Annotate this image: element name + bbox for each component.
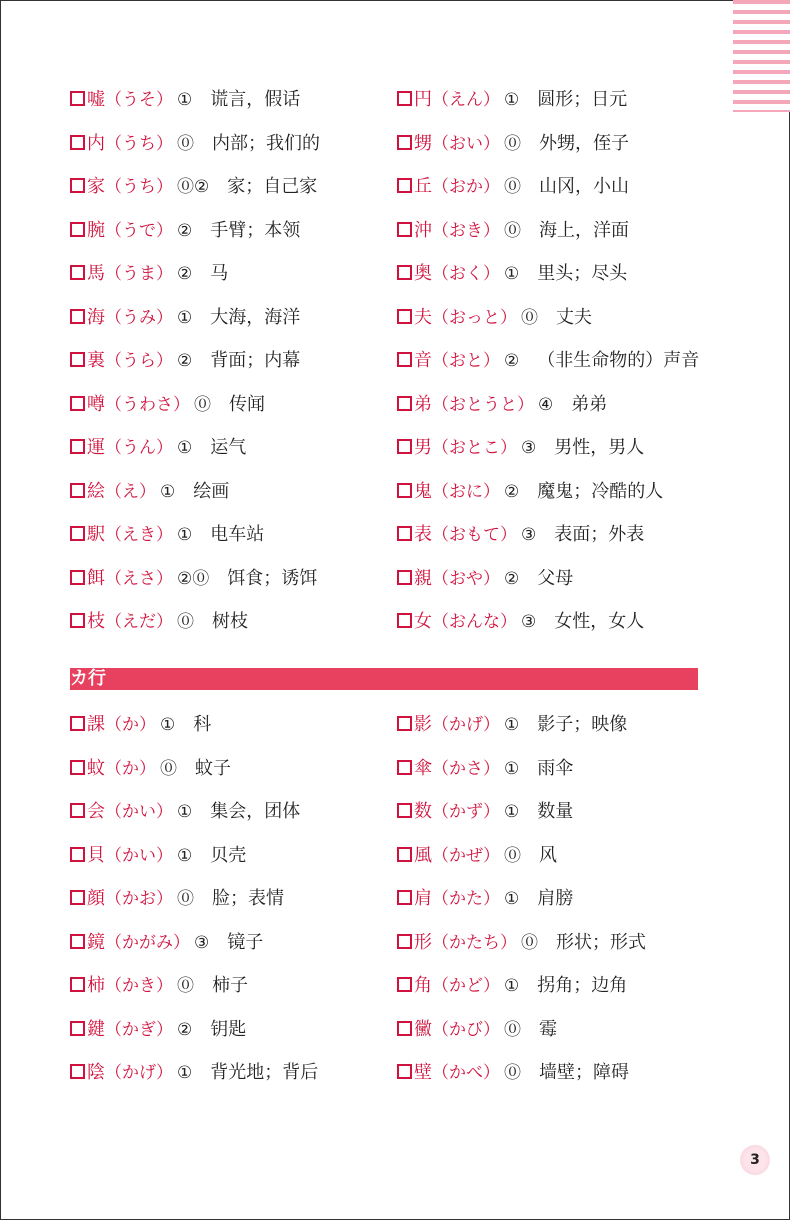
vocab-reading: （かた） [432, 889, 500, 909]
vocab-entry [397, 921, 727, 965]
vocab-entry [70, 296, 400, 340]
vocab-entry [70, 747, 400, 791]
checkbox-icon[interactable] [70, 396, 85, 411]
vocab-meaning: 山冈，小山 [539, 176, 629, 197]
vocab-reading: （うま） [105, 264, 173, 284]
vocab-kanji: 裏 [87, 350, 105, 371]
vocab-kanji: 親 [414, 567, 432, 589]
vocab-entry [70, 1051, 400, 1095]
vocab-entry [70, 165, 400, 209]
vocab-entry [397, 78, 727, 122]
vocab-kanji: 表 [414, 524, 432, 545]
vocab-meaning: 风 [539, 844, 557, 866]
vocab-accent: ⓪② [177, 177, 210, 197]
vocab-entry [397, 122, 727, 166]
vocab-meaning: 树枝 [212, 611, 248, 632]
vocab-entry [70, 703, 400, 747]
checkbox-icon[interactable] [397, 570, 412, 585]
checkbox-icon[interactable] [70, 613, 85, 628]
vocab-meaning: 饵食；诱饵 [227, 567, 318, 589]
vocab-accent: ① [504, 758, 520, 779]
vocab-kanji: 肩 [414, 888, 432, 909]
vocab-accent: ⓪ [521, 307, 538, 328]
vocab-entry [397, 1051, 727, 1095]
vocab-accent: ① [177, 802, 193, 822]
vocab-meaning: 形状；形式 [556, 931, 646, 953]
checkbox-icon[interactable] [397, 1064, 412, 1079]
vocab-meaning: 传闻 [229, 393, 265, 415]
vocab-meaning: 科 [193, 714, 212, 735]
vocab-entry [70, 790, 400, 834]
vocab-entry [70, 383, 400, 427]
checkbox-icon[interactable] [397, 265, 412, 280]
checkbox-icon[interactable] [70, 91, 85, 106]
vocab-entry [397, 470, 727, 514]
vocab-kanji: 腕 [87, 219, 105, 241]
vocab-reading: （かげ） [432, 715, 500, 735]
vocab-accent: ⓪ [177, 612, 194, 632]
vocab-meaning: 绘画 [193, 480, 230, 502]
vocab-kanji: 蚊 [87, 757, 105, 779]
checkbox-icon[interactable] [70, 352, 85, 367]
vocab-reading: （えさ） [105, 568, 173, 589]
vocab-entry [397, 877, 727, 921]
checkbox-icon[interactable] [70, 716, 85, 731]
vocab-kanji: 甥 [414, 132, 432, 154]
vocab-kanji: 餌 [87, 567, 105, 589]
vocab-entry [70, 252, 400, 296]
vocab-entry [397, 339, 727, 383]
vocab-accent: ⓪ [177, 976, 194, 996]
vocab-accent: ⓪ [504, 1019, 521, 1040]
vocab-meaning: 数量 [537, 801, 574, 822]
vocab-accent: ③ [521, 438, 537, 458]
vocab-meaning: 背面；内幕 [210, 350, 301, 371]
vocab-accent: ① [160, 481, 176, 502]
vocab-kanji: 枝 [87, 611, 105, 632]
vocab-meaning: （非生命物的）声音 [537, 350, 700, 371]
vocab-kanji: 傘 [414, 757, 432, 779]
vocab-accent: ⓪ [160, 758, 177, 779]
checkbox-icon[interactable] [397, 847, 412, 862]
vocab-kanji: 海 [87, 306, 105, 328]
vocab-kanji: 柿 [87, 975, 105, 996]
vocab-kanji: 音 [414, 350, 432, 371]
vocab-reading: （かい） [105, 845, 173, 866]
checkbox-icon[interactable] [397, 439, 412, 454]
vocab-kanji: 嘘 [87, 89, 105, 110]
vocab-meaning: 钥匙 [210, 1018, 247, 1040]
vocab-column-right-ka [397, 703, 727, 1095]
vocab-meaning: 霉 [539, 1018, 557, 1040]
vocab-kanji: 風 [414, 844, 432, 866]
vocab-entry [397, 1008, 727, 1052]
vocab-reading: （かぜ） [432, 845, 500, 866]
vocab-column-right [397, 78, 727, 644]
vocab-accent: ⓪ [177, 889, 194, 909]
checkbox-icon[interactable] [70, 1064, 85, 1079]
checkbox-icon[interactable] [397, 178, 412, 193]
vocab-kanji: 陰 [87, 1062, 105, 1083]
vocab-entry [397, 790, 727, 834]
vocab-accent: ⓪ [504, 845, 521, 866]
vocab-reading: （かべ） [432, 1063, 500, 1083]
checkbox-icon[interactable] [397, 483, 412, 498]
vocab-kanji: 馬 [87, 263, 105, 284]
vocab-entry [70, 470, 400, 514]
checkbox-icon[interactable] [397, 760, 412, 775]
vocab-entry [70, 78, 400, 122]
vocab-kanji: 円 [414, 89, 432, 110]
vocab-kanji: 鍵 [87, 1018, 105, 1040]
vocab-entry [397, 252, 727, 296]
vocab-kanji: 鬼 [414, 480, 432, 502]
checkbox-icon[interactable] [70, 135, 85, 150]
vocab-reading: （えん） [432, 90, 500, 110]
vocab-entry [70, 964, 400, 1008]
vocab-entry [397, 513, 727, 557]
checkbox-icon[interactable] [397, 1021, 412, 1036]
vocab-meaning: 内部；我们的 [212, 132, 320, 154]
vocab-reading: （か） [105, 715, 156, 735]
vocab-meaning: 父母 [537, 567, 574, 589]
vocab-reading: （うそ） [105, 90, 173, 110]
vocab-accent: ② [504, 481, 520, 502]
vocab-accent: ① [177, 1063, 193, 1083]
checkbox-icon[interactable] [70, 760, 85, 775]
vocab-meaning: 雨伞 [537, 757, 574, 779]
vocab-accent: ② [177, 220, 193, 241]
vocab-meaning: 柿子 [212, 975, 248, 996]
checkbox-icon[interactable] [70, 934, 85, 949]
vocab-reading: （おんな） [432, 612, 517, 632]
checkbox-icon[interactable] [397, 934, 412, 949]
vocab-meaning: 里头；尽头 [537, 263, 628, 284]
vocab-accent: ⓪ [194, 394, 211, 415]
vocab-column-left-ka [70, 703, 400, 1095]
vocab-kanji: 課 [87, 714, 105, 735]
vocab-reading: （かたち） [432, 932, 517, 953]
vocab-entry [70, 1008, 400, 1052]
vocab-meaning: 拐角；边角 [537, 975, 628, 996]
decorative-stripes [733, 0, 790, 112]
vocab-entry [70, 513, 400, 557]
vocab-entry [397, 703, 727, 747]
checkbox-icon[interactable] [70, 178, 85, 193]
vocab-accent: ① [160, 715, 176, 735]
vocab-reading: （うち） [105, 177, 173, 197]
vocab-meaning: 表面；外表 [554, 524, 645, 545]
vocab-meaning: 魔鬼；冷酷的人 [537, 480, 664, 502]
vocab-accent: ②⓪ [177, 568, 210, 589]
vocab-reading: （かど） [432, 976, 500, 996]
vocab-reading: （うわさ） [105, 394, 190, 415]
vocab-kanji: 内 [87, 132, 105, 154]
vocab-kanji: 夫 [414, 306, 432, 328]
vocab-kanji: 影 [414, 714, 432, 735]
checkbox-icon[interactable] [70, 803, 85, 818]
vocab-kanji: 形 [414, 931, 432, 953]
vocab-accent: ⓪ [504, 133, 521, 154]
checkbox-icon[interactable] [70, 890, 85, 905]
vocab-accent: ⓪ [504, 220, 521, 241]
vocab-meaning: 贝壳 [210, 844, 247, 866]
vocab-reading: （おき） [432, 220, 500, 241]
vocab-kanji: 壁 [414, 1062, 432, 1083]
vocab-meaning: 背光地；背后 [210, 1062, 319, 1083]
vocab-meaning: 肩膀 [537, 888, 574, 909]
checkbox-icon[interactable] [397, 396, 412, 411]
vocab-kanji: 弟 [414, 393, 432, 415]
vocab-reading: （えき） [105, 525, 173, 545]
vocab-entry [397, 747, 727, 791]
section-title: カ行 [70, 668, 106, 689]
vocab-kanji: 数 [414, 801, 432, 822]
vocab-accent: ⓪ [504, 177, 521, 197]
vocab-kanji: 黴 [414, 1018, 432, 1040]
vocab-kanji: 絵 [87, 480, 105, 502]
checkbox-icon[interactable] [397, 890, 412, 905]
vocab-accent: ② [177, 351, 193, 371]
checkbox-icon[interactable] [397, 91, 412, 106]
checkbox-icon[interactable] [397, 352, 412, 367]
vocab-reading: （え） [105, 481, 156, 502]
vocab-reading: （うん） [105, 438, 173, 458]
vocab-meaning: 电车站 [210, 524, 265, 545]
vocab-reading: （うみ） [105, 307, 173, 328]
vocab-entry [70, 426, 400, 470]
vocab-entry [70, 209, 400, 253]
vocab-meaning: 蚊子 [195, 757, 231, 779]
vocab-reading: （か） [105, 758, 156, 779]
vocab-entry [397, 296, 727, 340]
vocab-meaning: 运气 [210, 437, 247, 458]
vocab-meaning: 海上，洋面 [539, 219, 629, 241]
vocab-meaning: 圆形；日元 [537, 89, 628, 110]
checkbox-icon[interactable] [397, 977, 412, 992]
vocab-accent: ③ [521, 612, 537, 632]
vocab-meaning: 外甥，侄子 [539, 132, 629, 154]
checkbox-icon[interactable] [70, 847, 85, 862]
checkbox-icon[interactable] [70, 526, 85, 541]
vocab-reading: （おもて） [432, 525, 517, 545]
vocab-entry [397, 209, 727, 253]
vocab-kanji: 女 [414, 611, 432, 632]
vocab-reading: （おと） [432, 351, 500, 371]
vocab-reading: （えだ） [105, 612, 173, 632]
vocab-meaning: 丈夫 [556, 306, 592, 328]
vocab-kanji: 奥 [414, 263, 432, 284]
vocab-kanji: 家 [87, 176, 105, 197]
vocab-accent: ① [177, 845, 193, 866]
vocab-meaning: 影子；映像 [537, 714, 628, 735]
vocab-entry [397, 557, 727, 601]
vocab-accent: ① [504, 264, 520, 284]
vocab-accent: ① [504, 802, 520, 822]
vocab-accent: ① [177, 438, 193, 458]
vocab-meaning: 女性，女人 [554, 611, 645, 632]
vocab-accent: ② [177, 264, 193, 284]
vocab-kanji: 駅 [87, 524, 105, 545]
vocab-entry [70, 834, 400, 878]
vocab-entry [70, 557, 400, 601]
vocab-accent: ④ [538, 394, 554, 415]
vocab-accent: ① [177, 307, 193, 328]
checkbox-icon[interactable] [397, 803, 412, 818]
vocab-meaning: 脸；表情 [212, 888, 284, 909]
vocab-accent: ⓪ [521, 932, 538, 953]
checkbox-icon[interactable] [70, 1021, 85, 1036]
vocab-reading: （かがみ） [105, 932, 190, 953]
vocab-entry [70, 122, 400, 166]
vocab-meaning: 手臂；本领 [210, 219, 301, 241]
vocab-kanji: 鏡 [87, 931, 105, 953]
vocab-kanji: 貝 [87, 844, 105, 866]
vocab-meaning: 家；自己家 [227, 176, 318, 197]
vocab-accent: ① [177, 525, 193, 545]
vocab-entry [70, 877, 400, 921]
vocab-meaning: 弟弟 [571, 393, 608, 415]
vocab-entry [397, 426, 727, 470]
vocab-kanji: 沖 [414, 219, 432, 241]
vocab-kanji: 角 [414, 975, 432, 996]
vocab-reading: （かお） [105, 889, 173, 909]
vocab-meaning: 男性，男人 [554, 437, 645, 458]
vocab-kanji: 丘 [414, 176, 432, 197]
vocab-reading: （かい） [105, 802, 173, 822]
vocab-accent: ① [504, 976, 520, 996]
checkbox-icon[interactable] [70, 977, 85, 992]
vocab-meaning: 镜子 [227, 931, 264, 953]
checkbox-icon[interactable] [70, 222, 85, 237]
vocab-meaning: 大海，海洋 [210, 306, 301, 328]
vocab-accent: ① [504, 715, 520, 735]
vocab-kanji: 運 [87, 437, 105, 458]
checkbox-icon[interactable] [70, 483, 85, 498]
vocab-kanji: 顔 [87, 888, 105, 909]
vocab-entry [397, 383, 727, 427]
checkbox-icon[interactable] [70, 265, 85, 280]
vocab-accent: ② [177, 1019, 193, 1040]
vocab-accent: ③ [521, 525, 537, 545]
checkbox-icon[interactable] [397, 309, 412, 324]
vocab-accent: ① [504, 90, 520, 110]
vocab-accent: ① [504, 889, 520, 909]
vocab-reading: （うで） [105, 220, 173, 241]
checkbox-icon[interactable] [70, 570, 85, 585]
vocab-accent: ⓪ [177, 133, 194, 154]
vocab-reading: （うち） [105, 133, 173, 154]
checkbox-icon[interactable] [397, 135, 412, 150]
vocab-meaning: 墙壁；障碍 [539, 1062, 629, 1083]
page-number: 3 [740, 1145, 770, 1175]
vocab-entry [397, 834, 727, 878]
vocab-entry [397, 600, 727, 644]
vocab-accent: ③ [194, 932, 210, 953]
vocab-entry [70, 339, 400, 383]
vocab-reading: （かぎ） [105, 1019, 173, 1040]
vocab-reading: （うら） [105, 351, 173, 371]
vocab-meaning: 马 [210, 263, 229, 284]
vocab-accent: ⓪ [504, 1063, 521, 1083]
vocab-reading: （かき） [105, 976, 173, 996]
vocab-reading: （おっと） [432, 307, 517, 328]
vocab-meaning: 谎言，假话 [210, 89, 301, 110]
vocab-entry [70, 600, 400, 644]
vocab-column-left [70, 78, 400, 644]
vocab-reading: （おとこ） [432, 438, 517, 458]
vocab-reading: （おく） [432, 264, 500, 284]
checkbox-icon[interactable] [397, 526, 412, 541]
vocab-accent: ② [504, 568, 520, 589]
vocab-accent: ① [177, 90, 193, 110]
vocab-reading: （おや） [432, 568, 500, 589]
vocab-reading: （おに） [432, 481, 500, 502]
checkbox-icon[interactable] [70, 439, 85, 454]
vocab-kanji: 会 [87, 801, 105, 822]
vocab-kanji: 男 [414, 437, 432, 458]
vocab-reading: （かさ） [432, 758, 500, 779]
vocab-reading: （かず） [432, 802, 500, 822]
vocab-kanji: 噂 [87, 393, 105, 415]
checkbox-icon[interactable] [397, 716, 412, 731]
vocab-entry [70, 921, 400, 965]
checkbox-icon[interactable] [70, 309, 85, 324]
vocab-reading: （かび） [432, 1019, 500, 1040]
vocab-entry [397, 165, 727, 209]
vocab-entry [397, 964, 727, 1008]
vocab-reading: （おとうと） [432, 394, 534, 415]
vocab-meaning: 集会，团体 [210, 801, 301, 822]
checkbox-icon[interactable] [397, 222, 412, 237]
vocab-reading: （おか） [432, 177, 500, 197]
vocab-reading: （おい） [432, 133, 500, 154]
vocab-reading: （かげ） [105, 1063, 173, 1083]
section-header-ka [70, 668, 698, 690]
vocab-accent: ② [504, 351, 520, 371]
checkbox-icon[interactable] [397, 613, 412, 628]
